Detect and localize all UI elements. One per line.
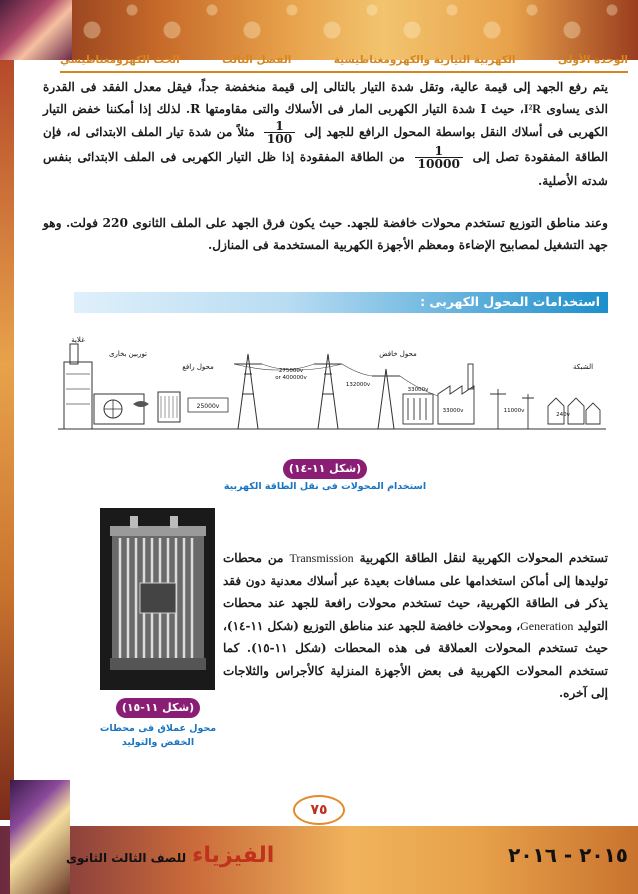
boiler-icon [64, 344, 92, 429]
page-footer [0, 780, 638, 894]
label-step-up: محول رافع [182, 363, 214, 371]
figure-number-14: (شكل ١١-١٤) [283, 459, 367, 479]
frac1-numerator: 1 [264, 120, 295, 133]
page-number: ٧٥ [293, 795, 345, 825]
figure-caption-14: استخدام المحولات فى نقل الطاقة الكهربية [223, 481, 427, 492]
para3-part2: من محطات توليدها إلى أماكن استخدامها على مسافات بعيدة عبر أسلاك معدنية دون فقد يذكر فى الطاقة الكهربية، حيث تستخدم محولات رافعة للجهد عند محطات التوليد [223, 551, 608, 633]
power-transmission-diagram [58, 334, 606, 446]
book-identity [66, 843, 274, 868]
label-step-down: محول خافض [379, 350, 417, 358]
para1-part4: من الطاقة المفقودة إذا ظل التيار الكهربى فى الملف الابتدائى بنفس شدته الأصلية. [43, 150, 608, 188]
pylon-3 [372, 369, 400, 429]
para1-part1: يتم رفع الجهد إلى قيمة عالية، وتقل شدة التيار بالتالى إلى قيمة منخفضة جداً، فيقل معدل الفقد فى القدرة الذى يساوى [43, 80, 608, 116]
factory-icon [438, 364, 474, 424]
prism-decoration [10, 780, 70, 894]
turbine-icon [94, 394, 149, 424]
side-decoration [0, 60, 14, 820]
frac2-numerator: 1 [415, 145, 463, 158]
frac1-denominator: 100 [266, 132, 293, 146]
fraction-one-ten-thousandth [415, 145, 463, 170]
header-rule [60, 71, 628, 73]
paragraph-power-loss [43, 76, 608, 211]
section-title: استخدامات المحول الكهربى : [420, 294, 600, 309]
para1-part3: مثلاً من شدة تيار الملف الابتدائى له، فإن الطاقة المفقودة تصل إلى [43, 125, 608, 164]
para1-part2: ، حيث I شدة التيار الكهربى المار فى الأسلاك والتى مقاومتها R. لذلك إذا أمكننا خفض التيار الكهربى فى أسلاك النقل بواسطة المحول الرافع للجهد إلى [43, 102, 608, 139]
term-generation: Generation [520, 618, 574, 633]
section-heading-bar [74, 292, 608, 313]
formula-i2r: I²R [523, 102, 542, 116]
para3-part3: ، ومحولات خافضة للجهد عند مناطق التوزيع (شكل ١١-١٤)، حيث تستخدم المحولات العملاقة فى هذه المحطات (شكل ١١-١٥). كما تستخدم المحولات الكهربية فى بعض الأجهزة المنزلية كالأجراس والثلاجات إلى آخره. [223, 618, 609, 700]
running-header [60, 50, 628, 70]
label-boiler: غلاية [71, 336, 85, 344]
figure-caption-15-line1: محول عملاق فى محطات [99, 723, 217, 734]
figure-caption-15-line2: الخفض والتوليد [121, 737, 195, 748]
voltage-label: 132000v [345, 382, 371, 388]
figure-caption-15 [98, 722, 218, 750]
step-down-transformer-icon [403, 394, 433, 424]
school-year: ٢٠١٥ - ٢٠١٦ [508, 843, 628, 867]
voltage-label: 275000v [278, 368, 304, 374]
header-unit: الوحدة الأولى [557, 54, 628, 66]
footer-content [66, 835, 628, 875]
header-unit-title: الكهربية التيارية والكهرومغناطيسية [333, 54, 516, 66]
book-grade: للصف الثالث الثانوى [66, 850, 187, 865]
giant-transformer-photo [100, 508, 215, 690]
book-title: الفيزياء [192, 842, 275, 868]
figure-number-15: (شكل ١١-١٥) [116, 698, 200, 718]
label-turbine: توربين بخارى [108, 350, 148, 358]
voltage-label: 33000v [442, 408, 464, 414]
fraction-one-hundredth [264, 120, 295, 145]
frac2-denominator: 10000 [417, 157, 460, 171]
voltage-label: 240v [556, 412, 570, 418]
voltage-label: 25000v [196, 403, 220, 410]
voltage-label: 33000v [407, 387, 429, 393]
voltage-label: 11000v [503, 408, 525, 414]
houses-icon [548, 398, 600, 424]
label-network: الشبكة [572, 363, 594, 371]
para3-part1: تستخدم المحولات الكهربية لنقل الطاقة الكهربية [359, 551, 608, 565]
header-chapter-title: الحث الكهرومغناطيسي [60, 54, 180, 66]
paragraph-transformer-uses [223, 547, 608, 705]
term-transmission: Transmission [289, 551, 354, 565]
header-chapter: الفصل الثالث [222, 54, 292, 66]
paragraph-distribution: وعند مناطق التوزيع تستخدم محولات خافضة للجهد. حيث يكون فرق الجهد على الملف الثانوى 220 فولت. وهو جهد التشغيل لمصابيح الإضاءة ومعظم الأجهزة الكهربية المستخدمة فى المنازل. [43, 216, 609, 252]
voltage-label: or 400000v [275, 375, 307, 381]
